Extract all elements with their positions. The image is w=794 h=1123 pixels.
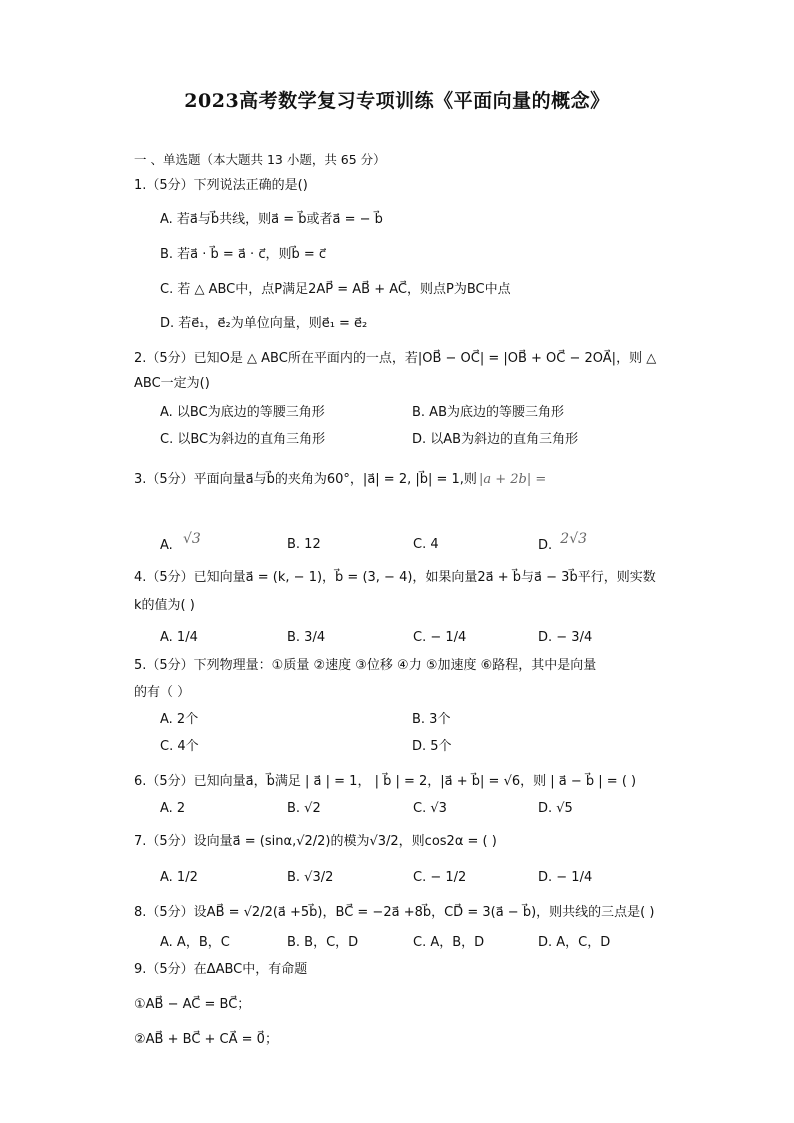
question-1-option-b: B. 若a⃗ · b⃗ = a⃗ · c⃗，则b⃗ = c⃗ [160, 247, 327, 262]
question-7-stem: 7.（5分）设向量a⃗ = (sinα,√2/2)的模为√3/2，则cos2α = ( ) [134, 834, 497, 849]
question-7-option-c: C. − 1/2 [413, 870, 467, 885]
question-9-proposition-2: ②AB⃗ + BC⃗ + CA⃗ = 0⃗； [134, 1032, 278, 1047]
question-2-option-d: D. 以AB为斜边的直角三角形 [412, 432, 579, 447]
question-2-stem-line1: 2.（5分）已知O是 △ ABC所在平面内的一点，若|OB⃗ − OC⃗| = |OB⃗ + OC⃗ − 2OA⃗|，则 △ [134, 351, 657, 366]
question-5-option-a: A. 2个 [160, 712, 199, 727]
question-6-stem: 6.（5分）已知向量a⃗，b⃗满足 | a⃗ | = 1， | b⃗ | = 2，|a⃗ + b⃗| = √6，则 | a⃗ − b⃗ | = ( ) [134, 774, 637, 789]
question-2-option-c: C. 以BC为斜边的直角三角形 [160, 432, 326, 447]
section-heading: 一 、单选题（本大题共 13 小题，共 65 分） [134, 152, 386, 167]
question-4-option-d: D. − 3/4 [538, 630, 593, 645]
question-3-stem-text: 3.（5分）平面向量a⃗与b⃗的夹角为60°，|a⃗| = 2, |b⃗| = 1,则 [134, 472, 477, 487]
question-1-option-a: A. 若a⃗与b⃗共线，则a⃗ = b⃗或者a⃗ = − b⃗ [160, 212, 383, 227]
question-3-option-d [538, 531, 588, 556]
question-3-option-a [160, 531, 201, 556]
question-4-stem-line1: 4.（5分）已知向量a⃗ = (k, − 1)，b⃗ = (3, − 4)，如果向量2a⃗ + b⃗与a⃗ − 3b⃗平行，则实数 [134, 570, 656, 585]
question-7-option-d: D. − 1/4 [538, 870, 593, 885]
question-5-option-d: D. 5个 [412, 739, 452, 754]
question-4-option-b: B. 3/4 [287, 630, 326, 645]
question-6-option-b: B. √2 [287, 801, 321, 816]
question-8-option-a: A. A，B，C [160, 935, 230, 950]
question-7-option-b: B. √3/2 [287, 870, 334, 885]
question-2-option-a: A. 以BC为底边的等腰三角形 [160, 405, 325, 420]
question-5-option-c: C. 4个 [160, 739, 199, 754]
question-2-stem-line2: ABC一定为() [134, 376, 210, 391]
question-1-option-d: D. 若e⃗₁，e⃗₂为单位向量，则e⃗₁ = e⃗₂ [160, 316, 368, 331]
question-3-stem [134, 470, 546, 490]
question-6-option-d: D. √5 [538, 801, 573, 816]
question-2-option-b: B. AB为底边的等腰三角形 [412, 405, 564, 420]
question-4-option-a: A. 1/4 [160, 630, 198, 645]
question-8-stem: 8.（5分）设AB⃗ = √2/2(a⃗ +5b⃗)，BC⃗ = −2a⃗ +8b⃗，CD⃗ = 3(a⃗ − b⃗)，则共线的三点是( ) [134, 905, 655, 920]
question-3-option-d-label: D. [538, 538, 553, 553]
question-9-stem: 9.（5分）在ΔABC中，有命题 [134, 962, 308, 977]
question-6-option-a: A. 2 [160, 801, 186, 816]
question-3-option-d-value: 2√3 [560, 531, 588, 547]
question-3-option-c: C. 4 [413, 537, 439, 552]
question-5-stem-line1: 5.（5分）下列物理量：①质量 ②速度 ③位移 ④力 ⑤加速度 ⑥路程，其中是向量 [134, 658, 597, 673]
page-title: 2023高考数学复习专项训练《平面向量的概念》 [184, 90, 610, 112]
question-9-proposition-1: ①AB⃗ − AC⃗ = BC⃗； [134, 997, 251, 1012]
question-8-option-d: D. A，C，D [538, 935, 611, 950]
question-3-option-a-label: A. [160, 538, 173, 553]
question-1-stem: 1.（5分）下列说法正确的是() [134, 178, 308, 193]
question-3-option-b: B. 12 [287, 537, 321, 552]
question-1-option-c: C. 若 △ ABC中，点P满足2AP⃗ = AB⃗ + AC⃗，则点P为BC中点 [160, 282, 511, 297]
question-8-option-b: B. B，C，D [287, 935, 359, 950]
question-6-option-c: C. √3 [413, 801, 447, 816]
question-5-option-b: B. 3个 [412, 712, 451, 727]
question-7-option-a: A. 1/2 [160, 870, 198, 885]
question-8-option-c: C. A，B，D [413, 935, 485, 950]
question-4-option-c: C. − 1/4 [413, 630, 467, 645]
question-3-option-a-value: √3 [182, 531, 201, 547]
question-3-formula-image: |a + 2b| = [478, 472, 547, 487]
question-5-stem-line2: 的有（ ） [134, 685, 191, 700]
question-4-stem-line2: k的值为( ) [134, 598, 195, 613]
